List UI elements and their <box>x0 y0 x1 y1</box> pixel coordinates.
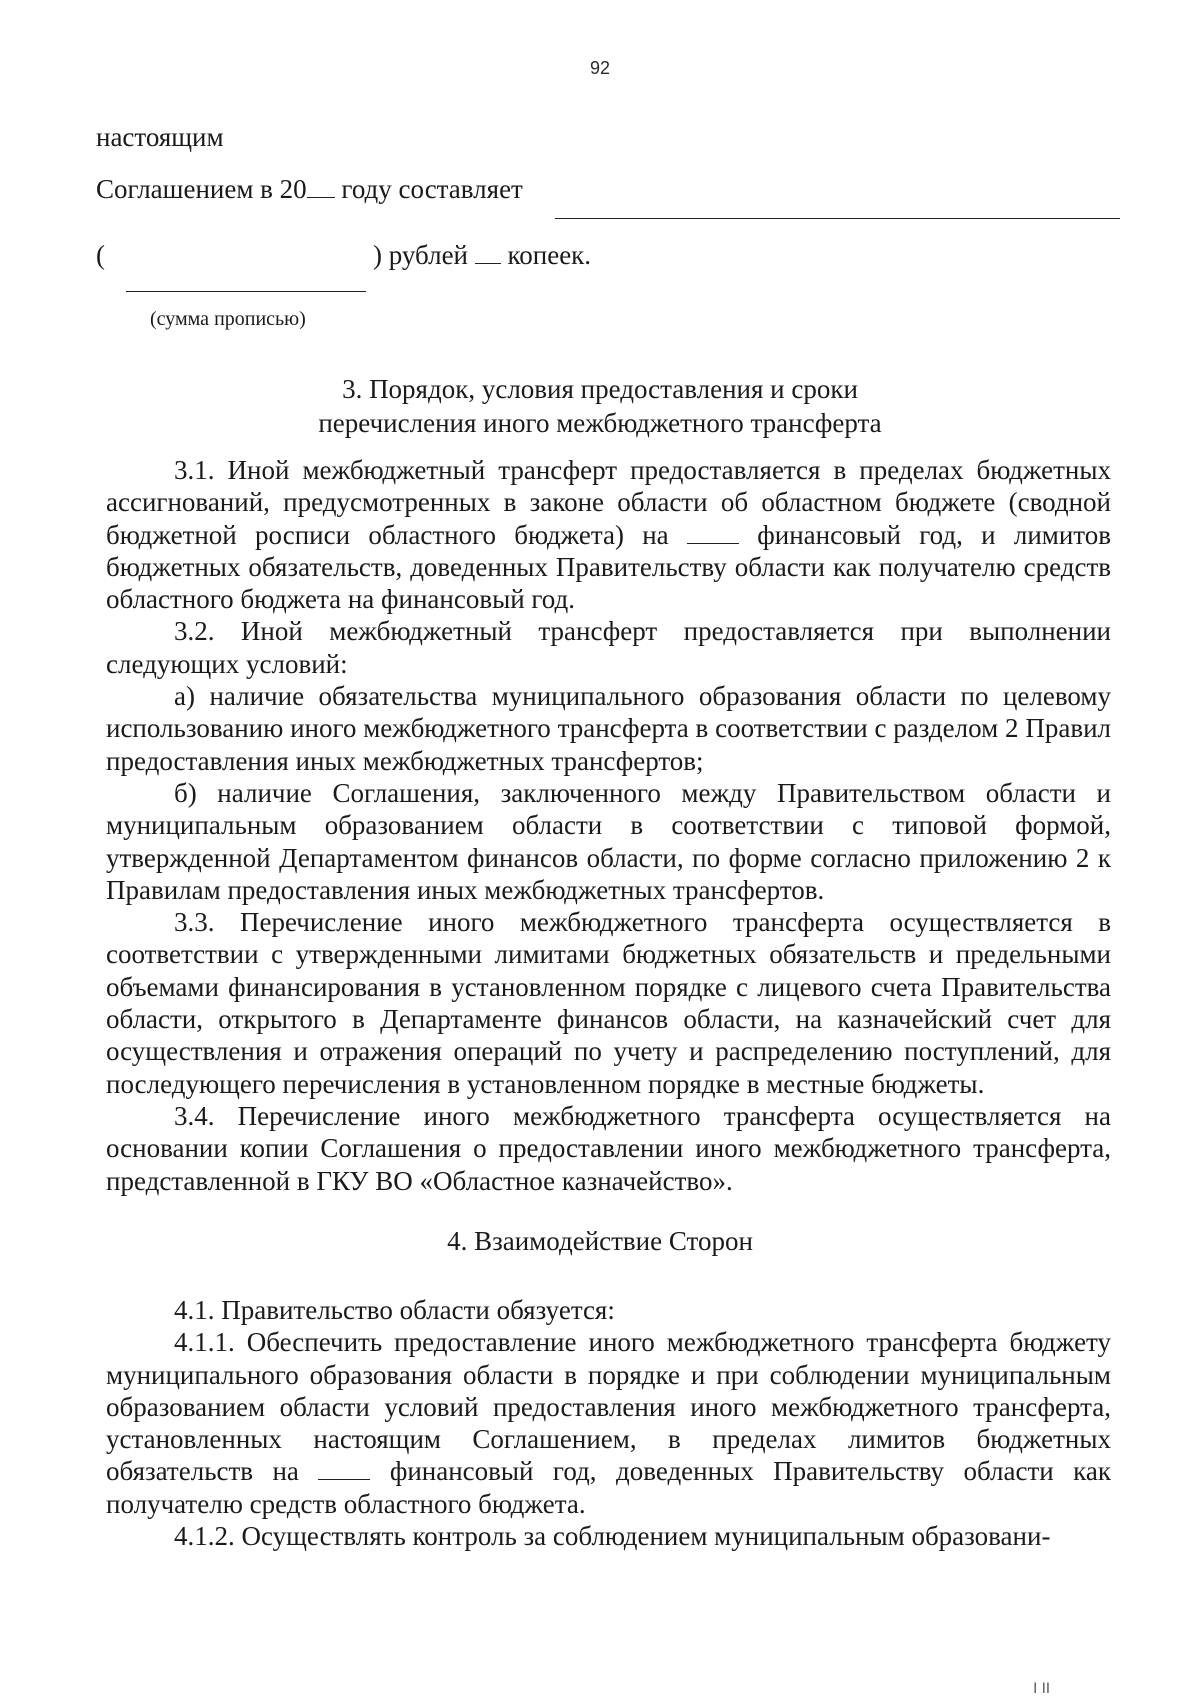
paren-open: ( <box>96 240 105 270</box>
preamble-line-1: настоящим <box>96 122 224 152</box>
paragraph-3-4: 3.4. Перечисление иного межбюджетного трансферта осуществляется на основании копии Соглашения о предоставлении иного межбюджетного трансферта, представленной в ГКУ ВО «Областное казначейство». <box>106 1100 1111 1196</box>
words-rule <box>126 291 366 292</box>
rubles-text: ) рублей <box>373 240 469 270</box>
sum-in-words-caption: (сумма прописью) <box>150 308 306 330</box>
year-blank[interactable] <box>307 177 335 198</box>
paragraph-4-1-1-text-a: 4.1.1. Обеспечить предоставление иного межбюджетного трансферта бюджету муниципального образования области в порядке и при соблюдении муниципальным образованием области условий предоставления иного межбюджетного трансферта, установленных настоящим Соглашением, в пределах лимитов бюджетных обязательств на <box>106 1327 1111 1487</box>
section-3-heading-line-1: 3. Порядок, условия предоставления и сроки <box>342 374 858 404</box>
section-3-body <box>106 454 1111 1197</box>
paragraph-4-1-1-text-b: финансовый год, доведенных Правительству области как получателю средств областного бюджета. <box>106 1456 1111 1519</box>
kopecks-blank[interactable] <box>475 243 501 264</box>
paragraph-4-1-1 <box>106 1326 1111 1520</box>
kopecks-text: копеек. <box>500 240 592 270</box>
page-number: 92 <box>589 58 611 78</box>
section-3-heading <box>0 372 1200 440</box>
paragraph-3-1-text-b: финансовый год, и лимитов бюджетных обязательств, доведенных Правительству области как получателю средств областного бюджета на финансовый год. <box>106 519 1112 615</box>
paragraph-4-1-2: 4.1.2. Осуществлять контроль за соблюдением муниципальным образовани- <box>174 1521 1051 1552</box>
amount-rule <box>555 218 1120 219</box>
paragraph-3-2: 3.2. Иной межбюджетный трансферт предоставляется при выполнении следующих условий: <box>106 616 1111 679</box>
preamble-line-3 <box>96 242 105 269</box>
preamble-line-2-prefix: Соглашением в 20 <box>96 174 307 204</box>
preamble-line-2 <box>96 176 523 203</box>
fiscal-year-blank-1[interactable] <box>687 525 739 544</box>
section-4-body <box>106 1294 1111 1552</box>
section-4-heading-text: 4. Взаимодействие Сторон <box>447 1226 753 1256</box>
paragraph-3-2-b: б) наличие Соглашения, заключенного между Правительством области и муниципальным образованием области в соответствии с типовой формой, утвержденной Департаментом финансов области, по форме согласно приложению 2 к Правилам предоставления иных межбюджетных трансфертов. <box>106 777 1111 905</box>
paragraph-3-2-a: а) наличие обязательства муниципального образования области по целевому использованию иного межбюджетного трансферта в соответствии с разделом 2 Правил предоставления иных межбюджетных трансфертов; <box>106 681 1111 776</box>
footer-mark: I II <box>1033 1681 1050 1697</box>
preamble-line-3-rubles <box>373 242 591 269</box>
fiscal-year-blank-2[interactable] <box>318 1461 370 1480</box>
paragraph-3-3: 3.3. Перечисление иного межбюджетного трансферта осуществляется в соответствии с утвержденными лимитами бюджетных обязательств и предельными объемами финансирования в установленном порядке с лицевого счета Правительства области, открытого в Департаменте финансов области, на казначейский счет для осуществления и отражения операций по учету и распределению поступлений, для последующего перечисления в установленном порядке в местные бюджеты. <box>106 907 1111 1099</box>
paragraph-3-1 <box>106 454 1111 615</box>
preamble-line-2-suffix: году составляет <box>334 174 523 204</box>
paragraph-3-1-text-a: 3.1. Иной межбюджетный трансферт предоставляется в пределах бюджетных ассигнований, предусмотренных в законе области об областном бюджете (сводной бюджетной росписи областного бюджета) на <box>106 455 1111 550</box>
section-3-heading-line-2: перечисления иного межбюджетного трансферта <box>318 408 882 438</box>
section-4-heading <box>0 1224 1200 1258</box>
paragraph-4-1: 4.1. Правительство области обязуется: <box>174 1295 615 1325</box>
